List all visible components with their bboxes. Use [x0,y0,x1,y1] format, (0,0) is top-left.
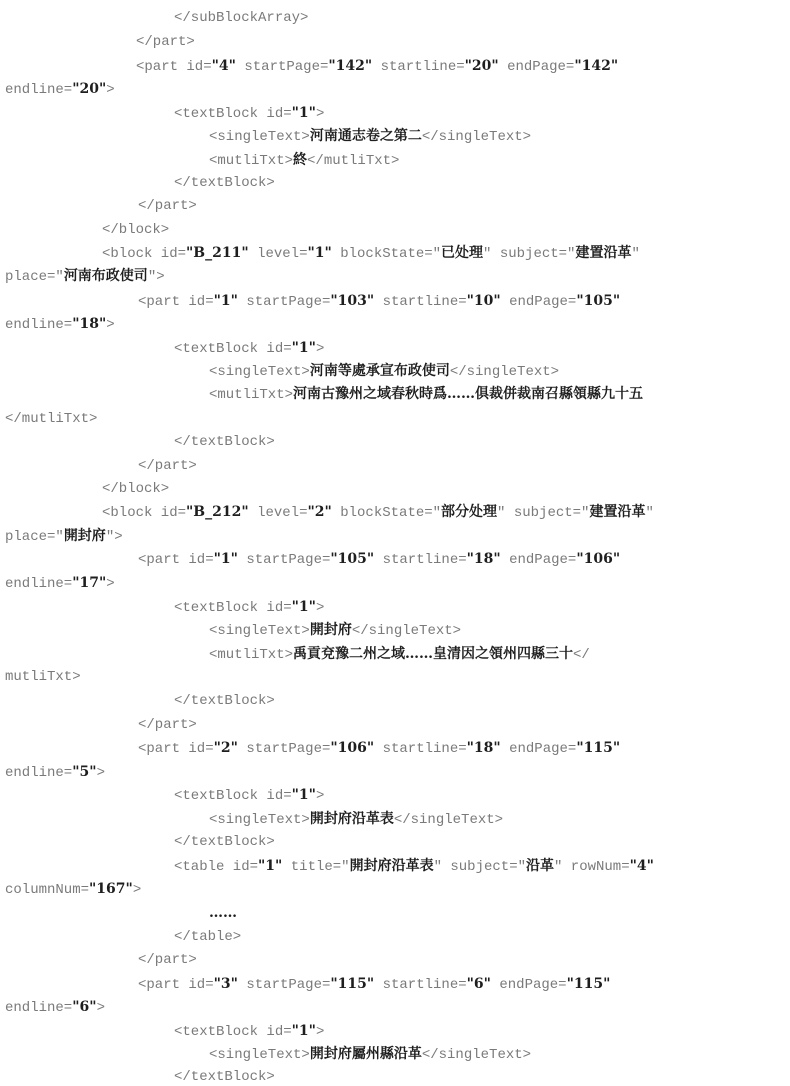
code-line: <textBlock id="1"> [174,340,325,357]
code-line: <singleText>河南通志卷之第二</singleText> [209,128,532,145]
code-line: </textBlock> [174,834,275,850]
code-line: </part> [138,198,197,214]
code-line: </block> [102,222,170,238]
code-line: endline="18"> [5,316,115,333]
code-line: </part> [136,34,195,50]
code-line: <part id="1" startPage="103" startline="10" endPage="105" [138,293,621,310]
code-line: endline="20"> [5,81,115,98]
code-line: <textBlock id="1"> [174,105,325,122]
code-line: </part> [138,952,197,968]
code-line: </textBlock> [174,175,275,191]
code-line: <table id="1" title="開封府沿革表" subject="沿革" rowNum="4" [174,858,654,875]
code-line: <part id="3" startPage="115" startline="6" endPage="115" [138,976,611,993]
code-line: …… [209,905,237,921]
code-line: <textBlock id="1"> [174,599,325,616]
code-line: <singleText>開封府</singleText> [209,622,462,639]
code-line: </mutliTxt> [5,411,98,427]
code-line: mutliTxt> [5,669,81,685]
code-line: columnNum="167"> [5,881,142,898]
code-line: <part id="2" startPage="106" startline="18" endPage="115" [138,740,621,757]
code-line: place="開封府"> [5,528,123,545]
code-line: </subBlockArray> [174,10,309,26]
code-line: <singleText>開封府屬州縣沿革</singleText> [209,1046,532,1063]
code-line: </table> [174,929,242,945]
code-line: </part> [138,717,197,733]
code-line: <part id="4" startPage="142" startline="20" endPage="142" [136,58,619,75]
code-line: <block id="B_211" level="1" blockState="已处理" subject="建置沿革" [102,245,640,262]
code-line: <textBlock id="1"> [174,1023,325,1040]
code-line: <part id="1" startPage="105" startline="18" endPage="106" [138,551,621,568]
code-line: <singleText>河南等處承宣布政使司</singleText> [209,363,560,380]
code-line: <singleText>開封府沿革表</singleText> [209,811,504,828]
code-line: <block id="B_212" level="2" blockState="部分处理" subject="建置沿革" [102,504,654,521]
code-line: <mutliTxt>河南古豫州之域春秋時爲……俱裁併裁南召縣領縣九十五 [209,386,644,403]
code-line: <mutliTxt>終</mutliTxt> [209,152,400,169]
code-line: endline="5"> [5,764,105,781]
code-line: place="河南布政使司"> [5,268,165,285]
code-line: <textBlock id="1"> [174,787,325,804]
code-line: endline="6"> [5,999,105,1016]
code-line: </textBlock> [174,434,275,450]
code-line: </part> [138,458,197,474]
code-line: </textBlock> [174,693,275,709]
code-line: <mutliTxt>禹貢兗豫二州之域……皇清因之領州四縣三十</ [209,646,590,663]
code-line: </textBlock> [174,1069,275,1085]
code-line: endline="17"> [5,575,115,592]
code-line: </block> [102,481,170,497]
